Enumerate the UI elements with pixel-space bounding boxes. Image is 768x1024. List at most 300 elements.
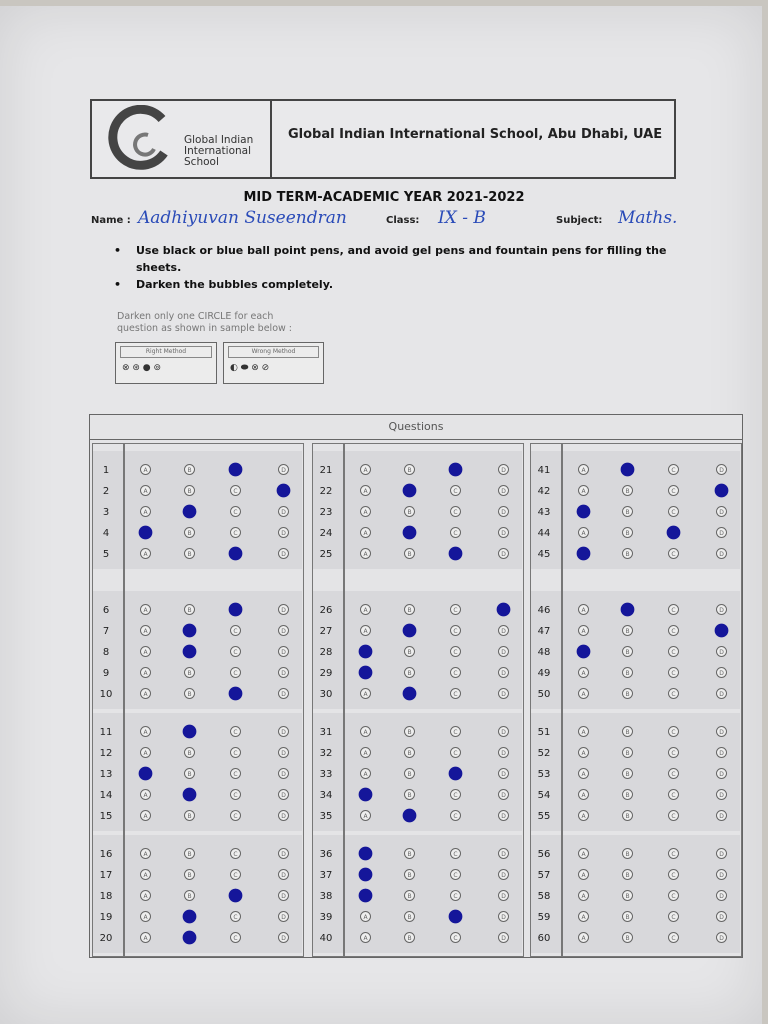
answer-bubble-a[interactable]: A xyxy=(360,527,371,538)
answer-bubble-a[interactable]: A xyxy=(360,747,371,758)
answer-bubble-a[interactable]: A xyxy=(360,688,371,699)
answer-bubble-d[interactable]: D xyxy=(498,810,509,821)
answer-bubble-d[interactable]: D xyxy=(278,646,289,657)
answer-bubble-c[interactable]: C xyxy=(668,548,679,559)
answer-bubble-b[interactable]: B xyxy=(404,890,415,901)
question-number: 48 xyxy=(537,647,551,658)
answer-bubble-c[interactable] xyxy=(667,526,681,540)
answer-bubble-b[interactable] xyxy=(403,526,417,540)
answer-bubble-d[interactable]: D xyxy=(716,810,727,821)
answer-bubble-d[interactable]: D xyxy=(278,625,289,636)
answer-bubble-c[interactable]: C xyxy=(668,890,679,901)
answer-bubble-a[interactable]: A xyxy=(578,911,589,922)
question-number: 23 xyxy=(319,507,333,518)
answer-bubble-b[interactable]: B xyxy=(622,789,633,800)
question-number: 49 xyxy=(537,668,551,679)
question-number: 34 xyxy=(319,790,333,801)
answer-bubble-d[interactable]: D xyxy=(498,869,509,880)
answer-bubble-d[interactable]: D xyxy=(278,604,289,615)
question-number: 24 xyxy=(319,528,333,539)
answer-bubble-a[interactable]: A xyxy=(360,548,371,559)
answer-bubble-b[interactable]: B xyxy=(184,464,195,475)
question-row xyxy=(530,723,740,743)
answer-bubble-b[interactable] xyxy=(621,603,635,617)
question-row xyxy=(92,929,302,949)
question-number: 14 xyxy=(99,790,113,801)
answer-bubble-a[interactable]: A xyxy=(360,932,371,943)
question-row xyxy=(530,545,740,565)
answer-bubble-b[interactable]: B xyxy=(622,890,633,901)
answer-bubble-c[interactable] xyxy=(449,463,463,477)
answer-bubble-b[interactable]: B xyxy=(184,667,195,678)
answer-bubble-a[interactable]: A xyxy=(360,485,371,496)
question-row xyxy=(530,866,740,886)
answer-bubble-b[interactable]: B xyxy=(404,848,415,859)
answer-bubble-b[interactable]: B xyxy=(622,848,633,859)
answer-bubble-a[interactable]: A xyxy=(578,464,589,475)
right-method-box xyxy=(115,342,217,384)
answer-bubble-b[interactable] xyxy=(403,687,417,701)
question-row xyxy=(530,503,740,523)
answer-bubble-a[interactable]: A xyxy=(578,869,589,880)
answer-bubble-a[interactable] xyxy=(577,505,591,519)
answer-bubble-a[interactable] xyxy=(139,767,153,781)
answer-bubble-c[interactable]: C xyxy=(230,667,241,678)
question-row xyxy=(312,643,522,663)
answer-bubble-c[interactable]: C xyxy=(450,688,461,699)
answer-bubble-d[interactable]: D xyxy=(498,848,509,859)
question-number: 9 xyxy=(102,668,110,679)
answer-bubble-d[interactable]: D xyxy=(716,667,727,678)
class-value: IX - B xyxy=(438,208,486,228)
answer-bubble-a[interactable]: A xyxy=(360,604,371,615)
answer-bubble-d[interactable]: D xyxy=(716,604,727,615)
answer-bubble-c[interactable]: C xyxy=(450,625,461,636)
answer-bubble-d[interactable]: D xyxy=(278,726,289,737)
answer-bubble-a[interactable]: A xyxy=(140,646,151,657)
answer-bubble-c[interactable]: C xyxy=(668,789,679,800)
answer-bubble-a[interactable]: A xyxy=(140,625,151,636)
answer-bubble-b[interactable]: B xyxy=(404,768,415,779)
answer-bubble-b[interactable]: B xyxy=(184,768,195,779)
answer-bubble-c[interactable]: C xyxy=(668,848,679,859)
answer-bubble-a[interactable]: A xyxy=(140,604,151,615)
instruction-1: • Use black or blue ball point pens, and avoid gel pens and fountain pens for filling the sheets. xyxy=(114,244,667,274)
answer-bubble-b[interactable]: B xyxy=(404,464,415,475)
answer-bubble-c[interactable]: C xyxy=(450,789,461,800)
answer-bubble-c[interactable]: C xyxy=(450,848,461,859)
answer-bubble-a[interactable]: A xyxy=(140,848,151,859)
answer-bubble-d[interactable]: D xyxy=(716,646,727,657)
answer-bubble-c[interactable]: C xyxy=(450,527,461,538)
answer-bubble-a[interactable]: A xyxy=(578,485,589,496)
question-number: 58 xyxy=(537,891,551,902)
answer-bubble-b[interactable]: B xyxy=(184,604,195,615)
answer-bubble-c[interactable]: C xyxy=(450,667,461,678)
question-number: 41 xyxy=(537,465,551,476)
answer-bubble-c[interactable]: C xyxy=(668,869,679,880)
answer-bubble-a[interactable]: A xyxy=(360,810,371,821)
question-number: 30 xyxy=(319,689,333,700)
question-row xyxy=(92,664,302,684)
answer-bubble-b[interactable]: B xyxy=(622,548,633,559)
answer-bubble-c[interactable]: C xyxy=(230,932,241,943)
logo-box xyxy=(92,101,272,177)
answer-bubble-b[interactable]: B xyxy=(184,747,195,758)
answer-bubble-a[interactable]: A xyxy=(140,810,151,821)
answer-bubble-d[interactable]: D xyxy=(498,464,509,475)
answer-bubble-d[interactable]: D xyxy=(278,911,289,922)
answer-bubble-b[interactable]: B xyxy=(404,548,415,559)
answer-bubble-b[interactable]: B xyxy=(622,810,633,821)
answer-bubble-a[interactable]: A xyxy=(578,527,589,538)
answer-bubble-b[interactable]: B xyxy=(404,646,415,657)
answer-bubble-b[interactable]: B xyxy=(184,688,195,699)
answer-bubble-d[interactable]: D xyxy=(498,932,509,943)
question-row xyxy=(530,643,740,663)
answer-bubble-a[interactable]: A xyxy=(578,848,589,859)
question-row xyxy=(530,482,740,502)
answer-bubble-d[interactable]: D xyxy=(278,527,289,538)
answer-bubble-c[interactable]: C xyxy=(230,527,241,538)
answer-bubble-c[interactable]: C xyxy=(230,768,241,779)
answer-sheet xyxy=(0,6,762,1024)
answer-bubble-d[interactable]: D xyxy=(498,789,509,800)
answer-bubble-a[interactable]: A xyxy=(360,768,371,779)
question-row xyxy=(530,744,740,764)
question-row xyxy=(312,908,522,928)
answer-bubble-c[interactable]: C xyxy=(668,768,679,779)
answer-bubble-d[interactable]: D xyxy=(716,747,727,758)
answer-bubble-b[interactable]: B xyxy=(404,667,415,678)
answer-bubble-d[interactable]: D xyxy=(498,667,509,678)
answer-bubble-d[interactable]: D xyxy=(716,768,727,779)
answer-bubble-a[interactable]: A xyxy=(140,890,151,901)
question-number: 4 xyxy=(102,528,110,539)
answer-bubble-d[interactable]: D xyxy=(498,726,509,737)
answer-bubble-a[interactable]: A xyxy=(360,625,371,636)
answer-bubble-b[interactable] xyxy=(183,910,197,924)
answer-bubble-b[interactable]: B xyxy=(404,747,415,758)
answer-bubble-b[interactable]: B xyxy=(184,890,195,901)
question-row xyxy=(92,622,302,642)
answer-bubble-a[interactable] xyxy=(359,889,373,903)
answer-bubble-b[interactable]: B xyxy=(184,548,195,559)
answer-bubble-a[interactable]: A xyxy=(578,747,589,758)
question-row xyxy=(530,622,740,642)
answer-bubble-d[interactable]: D xyxy=(498,688,509,699)
answer-bubble-d[interactable]: D xyxy=(278,890,289,901)
answer-bubble-d[interactable]: D xyxy=(716,848,727,859)
question-number: 13 xyxy=(99,769,113,780)
answer-bubble-d[interactable]: D xyxy=(498,646,509,657)
answer-bubble-a[interactable]: A xyxy=(578,667,589,678)
answer-bubble-a[interactable]: A xyxy=(140,464,151,475)
answer-bubble-c[interactable]: C xyxy=(450,869,461,880)
answer-bubble-c[interactable]: C xyxy=(230,485,241,496)
answer-bubble-a[interactable] xyxy=(577,547,591,561)
instruction-2: • Darken the bubbles completely. xyxy=(114,278,334,291)
question-number: 42 xyxy=(537,486,551,497)
answer-bubble-c[interactable]: C xyxy=(230,848,241,859)
question-row xyxy=(312,765,522,785)
question-number: 33 xyxy=(319,769,333,780)
answer-bubble-b[interactable] xyxy=(183,505,197,519)
answer-bubble-c[interactable]: C xyxy=(450,485,461,496)
answer-bubble-c[interactable] xyxy=(449,767,463,781)
answer-bubble-d[interactable]: D xyxy=(278,548,289,559)
answer-bubble-c[interactable]: C xyxy=(450,604,461,615)
question-number: 39 xyxy=(319,912,333,923)
answer-bubble-a[interactable]: A xyxy=(578,890,589,901)
answer-bubble-d[interactable]: D xyxy=(716,911,727,922)
question-column xyxy=(530,443,740,955)
question-number: 57 xyxy=(537,870,551,881)
answer-bubble-b[interactable]: B xyxy=(622,869,633,880)
answer-bubble-b[interactable] xyxy=(183,931,197,945)
answer-bubble-a[interactable]: A xyxy=(140,911,151,922)
answer-bubble-c[interactable]: C xyxy=(450,932,461,943)
answer-bubble-b[interactable]: B xyxy=(622,932,633,943)
answer-bubble-c[interactable]: C xyxy=(230,789,241,800)
answer-bubble-c[interactable] xyxy=(229,889,243,903)
question-row xyxy=(312,807,522,827)
answer-bubble-d[interactable]: D xyxy=(498,506,509,517)
answer-bubble-d[interactable] xyxy=(277,484,291,498)
answer-bubble-a[interactable]: A xyxy=(140,726,151,737)
answer-bubble-c[interactable]: C xyxy=(230,747,241,758)
answer-bubble-c[interactable]: C xyxy=(450,747,461,758)
answer-bubble-b[interactable] xyxy=(403,809,417,823)
answer-bubble-d[interactable] xyxy=(497,603,511,617)
answer-bubble-a[interactable] xyxy=(359,788,373,802)
answer-bubble-c[interactable]: C xyxy=(230,726,241,737)
answer-bubble-b[interactable]: B xyxy=(404,911,415,922)
answer-bubble-b[interactable] xyxy=(183,788,197,802)
answer-bubble-b[interactable]: B xyxy=(622,667,633,678)
question-number: 47 xyxy=(537,626,551,637)
answer-bubble-a[interactable] xyxy=(359,868,373,882)
answer-bubble-c[interactable]: C xyxy=(668,932,679,943)
answer-bubble-c[interactable] xyxy=(229,547,243,561)
answer-bubble-a[interactable]: A xyxy=(578,625,589,636)
answer-bubble-c[interactable]: C xyxy=(668,604,679,615)
answer-bubble-c[interactable] xyxy=(229,603,243,617)
answer-bubble-d[interactable]: D xyxy=(278,688,289,699)
answer-bubble-c[interactable]: C xyxy=(668,646,679,657)
answer-bubble-d[interactable]: D xyxy=(278,810,289,821)
answer-bubble-a[interactable]: A xyxy=(578,789,589,800)
question-number: 60 xyxy=(537,933,551,944)
answer-bubble-d[interactable]: D xyxy=(278,506,289,517)
answer-bubble-d[interactable]: D xyxy=(278,848,289,859)
answer-bubble-d[interactable]: D xyxy=(498,768,509,779)
answer-bubble-b[interactable]: B xyxy=(622,485,633,496)
answer-bubble-c[interactable] xyxy=(229,687,243,701)
question-number: 26 xyxy=(319,605,333,616)
question-number: 36 xyxy=(319,849,333,860)
question-number: 53 xyxy=(537,769,551,780)
answer-bubble-c[interactable]: C xyxy=(668,911,679,922)
answer-bubble-a[interactable]: A xyxy=(578,768,589,779)
answer-bubble-a[interactable] xyxy=(359,645,373,659)
answer-grid xyxy=(89,414,743,958)
school-logo-icon xyxy=(104,105,174,173)
answer-bubble-b[interactable]: B xyxy=(622,625,633,636)
answer-bubble-a[interactable]: A xyxy=(140,747,151,758)
answer-bubble-a[interactable] xyxy=(577,645,591,659)
answer-bubble-a[interactable]: A xyxy=(140,688,151,699)
answer-bubble-b[interactable]: B xyxy=(622,646,633,657)
answer-bubble-c[interactable]: C xyxy=(450,726,461,737)
answer-bubble-d[interactable]: D xyxy=(498,747,509,758)
answer-bubble-b[interactable]: B xyxy=(184,810,195,821)
answer-bubble-c[interactable]: C xyxy=(450,646,461,657)
answer-bubble-b[interactable]: B xyxy=(184,527,195,538)
answer-bubble-b[interactable]: B xyxy=(404,506,415,517)
answer-bubble-d[interactable]: D xyxy=(716,789,727,800)
answer-bubble-d[interactable] xyxy=(715,624,729,638)
answer-bubble-c[interactable] xyxy=(229,463,243,477)
answer-bubble-d[interactable]: D xyxy=(498,527,509,538)
answer-bubble-d[interactable]: D xyxy=(716,506,727,517)
answer-bubble-d[interactable]: D xyxy=(278,747,289,758)
answer-bubble-d[interactable]: D xyxy=(716,688,727,699)
answer-bubble-c[interactable]: C xyxy=(668,464,679,475)
answer-bubble-d[interactable]: D xyxy=(498,485,509,496)
answer-bubble-a[interactable]: A xyxy=(360,464,371,475)
answer-bubble-a[interactable]: A xyxy=(578,810,589,821)
answer-bubble-d[interactable]: D xyxy=(498,890,509,901)
answer-bubble-d[interactable]: D xyxy=(278,768,289,779)
answer-bubble-c[interactable]: C xyxy=(668,667,679,678)
answer-bubble-b[interactable]: B xyxy=(622,911,633,922)
answer-bubble-b[interactable]: B xyxy=(184,485,195,496)
answer-bubble-d[interactable]: D xyxy=(498,911,509,922)
question-number: 38 xyxy=(319,891,333,902)
answer-bubble-c[interactable]: C xyxy=(230,869,241,880)
answer-bubble-d[interactable]: D xyxy=(716,869,727,880)
answer-bubble-b[interactable]: B xyxy=(404,604,415,615)
answer-bubble-a[interactable]: A xyxy=(140,485,151,496)
answer-bubble-c[interactable]: C xyxy=(668,688,679,699)
question-row xyxy=(92,482,302,502)
answer-bubble-b[interactable]: B xyxy=(622,726,633,737)
answer-bubble-c[interactable]: C xyxy=(668,810,679,821)
answer-bubble-a[interactable]: A xyxy=(360,506,371,517)
answer-bubble-b[interactable]: B xyxy=(622,747,633,758)
answer-bubble-d[interactable]: D xyxy=(716,890,727,901)
answer-bubble-b[interactable]: B xyxy=(404,726,415,737)
question-row xyxy=(312,482,522,502)
answer-bubble-c[interactable]: C xyxy=(668,485,679,496)
answer-bubble-d[interactable]: D xyxy=(498,625,509,636)
answer-bubble-d[interactable] xyxy=(715,484,729,498)
answer-bubble-b[interactable]: B xyxy=(622,527,633,538)
answer-bubble-b[interactable] xyxy=(183,624,197,638)
answer-bubble-c[interactable] xyxy=(449,910,463,924)
question-row xyxy=(312,545,522,565)
question-number: 51 xyxy=(537,727,551,738)
answer-bubble-b[interactable]: B xyxy=(404,869,415,880)
answer-bubble-c[interactable]: C xyxy=(668,726,679,737)
answer-bubble-a[interactable]: A xyxy=(140,789,151,800)
question-row xyxy=(312,723,522,743)
answer-bubble-a[interactable]: A xyxy=(140,869,151,880)
answer-bubble-c[interactable]: C xyxy=(450,810,461,821)
question-number: 12 xyxy=(99,748,113,759)
answer-bubble-a[interactable]: A xyxy=(578,688,589,699)
answer-bubble-b[interactable]: B xyxy=(184,869,195,880)
answer-bubble-d[interactable]: D xyxy=(716,527,727,538)
answer-bubble-d[interactable]: D xyxy=(498,548,509,559)
answer-bubble-a[interactable]: A xyxy=(578,726,589,737)
answer-bubble-b[interactable]: B xyxy=(184,848,195,859)
answer-bubble-c[interactable]: C xyxy=(450,506,461,517)
answer-bubble-d[interactable]: D xyxy=(716,726,727,737)
answer-bubble-a[interactable] xyxy=(359,666,373,680)
answer-bubble-a[interactable]: A xyxy=(578,604,589,615)
answer-bubble-b[interactable]: B xyxy=(404,932,415,943)
answer-bubble-c[interactable]: C xyxy=(668,625,679,636)
answer-bubble-c[interactable]: C xyxy=(230,646,241,657)
answer-bubble-d[interactable]: D xyxy=(716,464,727,475)
school-name: Global Indian International School, Abu Dhabi, UAE xyxy=(288,127,663,142)
answer-bubble-b[interactable] xyxy=(403,624,417,638)
answer-bubble-a[interactable]: A xyxy=(140,932,151,943)
question-row xyxy=(312,845,522,865)
answer-bubble-d[interactable]: D xyxy=(278,869,289,880)
answer-bubble-a[interactable] xyxy=(359,847,373,861)
answer-bubble-d[interactable]: D xyxy=(278,464,289,475)
answer-bubble-c[interactable]: C xyxy=(668,506,679,517)
answer-bubble-c[interactable]: C xyxy=(450,890,461,901)
answer-bubble-c[interactable]: C xyxy=(230,810,241,821)
answer-bubble-c[interactable]: C xyxy=(230,506,241,517)
answer-bubble-a[interactable]: A xyxy=(360,726,371,737)
answer-bubble-d[interactable]: D xyxy=(278,932,289,943)
answer-bubble-d[interactable]: D xyxy=(278,667,289,678)
question-number: 15 xyxy=(99,811,113,822)
answer-bubble-b[interactable]: B xyxy=(404,789,415,800)
answer-bubble-c[interactable]: C xyxy=(668,747,679,758)
answer-bubble-b[interactable]: B xyxy=(622,768,633,779)
question-column xyxy=(92,443,302,955)
answer-bubble-b[interactable] xyxy=(403,484,417,498)
answer-bubble-b[interactable] xyxy=(183,645,197,659)
answer-bubble-d[interactable]: D xyxy=(716,548,727,559)
answer-bubble-c[interactable]: C xyxy=(230,911,241,922)
answer-bubble-a[interactable]: A xyxy=(140,548,151,559)
answer-bubble-c[interactable] xyxy=(449,547,463,561)
answer-bubble-b[interactable] xyxy=(621,463,635,477)
question-number: 3 xyxy=(102,507,110,518)
answer-bubble-d[interactable]: D xyxy=(716,932,727,943)
question-row xyxy=(312,866,522,886)
answer-bubble-a[interactable]: A xyxy=(360,911,371,922)
question-row xyxy=(530,461,740,481)
answer-bubble-c[interactable]: C xyxy=(230,625,241,636)
answer-bubble-b[interactable]: B xyxy=(622,506,633,517)
answer-bubble-a[interactable]: A xyxy=(578,932,589,943)
answer-bubble-a[interactable] xyxy=(139,526,153,540)
answer-bubble-a[interactable]: A xyxy=(140,667,151,678)
answer-bubble-b[interactable]: B xyxy=(622,688,633,699)
answer-bubble-d[interactable]: D xyxy=(278,789,289,800)
answer-bubble-a[interactable]: A xyxy=(140,506,151,517)
answer-bubble-b[interactable] xyxy=(183,725,197,739)
question-row xyxy=(530,601,740,621)
